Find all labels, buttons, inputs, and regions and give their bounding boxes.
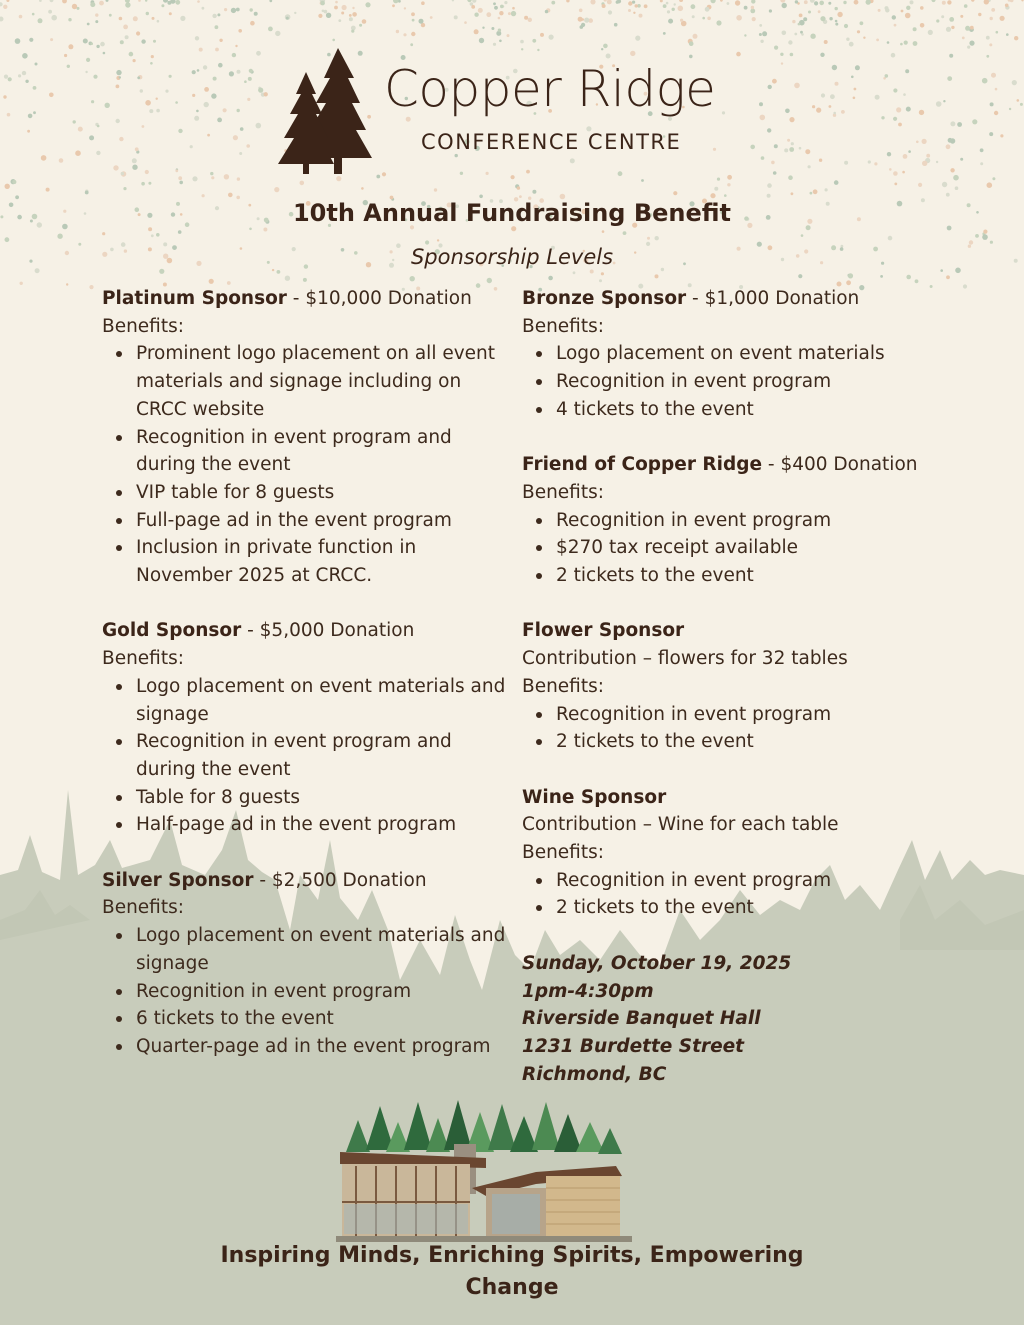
benefit-item: Half-page ad in the event program bbox=[136, 811, 514, 839]
benefits-label: Benefits: bbox=[522, 481, 604, 503]
level-amount: - $1,000 Donation bbox=[686, 288, 860, 309]
brand-name: Copper Ridge bbox=[384, 60, 716, 118]
level-amount: - $400 Donation bbox=[762, 454, 918, 476]
sponsor-level-wine bbox=[522, 784, 952, 923]
sponsor-level-flower bbox=[522, 617, 952, 756]
brand-subtitle: CONFERENCE CENTRE bbox=[421, 130, 682, 154]
benefit-item: Prominent logo placement on all event materials and signage including on CRCC website bbox=[136, 340, 514, 423]
benefit-item: Logo placement on event materials bbox=[556, 340, 952, 368]
benefits-list bbox=[102, 922, 514, 1061]
benefit-item: Logo placement on event materials and signage bbox=[136, 673, 514, 728]
benefit-item: $270 tax receipt available bbox=[556, 534, 952, 562]
benefits-list bbox=[102, 340, 514, 589]
level-name: Platinum Sponsor bbox=[102, 288, 287, 309]
benefit-item: Recognition in event program and during the event bbox=[136, 424, 514, 479]
event-subtitle: Sponsorship Levels bbox=[410, 245, 614, 269]
sponsor-level-friend bbox=[522, 451, 952, 590]
benefits-list bbox=[522, 507, 952, 590]
event-title: 10th Annual Fundraising Benefit bbox=[292, 199, 732, 227]
level-name: Gold Sponsor bbox=[102, 620, 242, 642]
sponsor-level-silver bbox=[102, 867, 514, 1061]
event-time: 1pm-4:30pm bbox=[522, 980, 654, 1002]
tagline: Inspiring Minds, Enriching Spirits, Empowering Change bbox=[220, 1243, 804, 1300]
sponsorship-column-right bbox=[522, 285, 952, 1088]
benefit-item: Inclusion in private function in November 2025 at CRCC. bbox=[136, 534, 514, 589]
level-name: Silver Sponsor bbox=[102, 869, 254, 891]
event-details bbox=[522, 950, 952, 1089]
benefit-item: Recognition in event program bbox=[556, 368, 952, 396]
benefit-item: Logo placement on event materials and signage bbox=[136, 922, 514, 977]
level-name: Bronze Sponsor bbox=[522, 288, 687, 309]
benefits-label: Benefits: bbox=[522, 675, 604, 697]
sponsor-level-platinum bbox=[102, 285, 514, 590]
benefits-label: Benefits: bbox=[522, 315, 604, 337]
benefit-item: Recognition in event program bbox=[136, 978, 514, 1006]
benefit-item: 4 tickets to the event bbox=[556, 396, 952, 424]
level-amount: - $10,000 Donation bbox=[286, 288, 472, 309]
benefit-item: Table for 8 guests bbox=[136, 784, 514, 812]
benefit-item: Quarter-page ad in the event program bbox=[136, 1033, 514, 1061]
level-amount: - $5,000 Donation bbox=[241, 620, 415, 642]
benefits-list bbox=[522, 701, 952, 756]
sponsor-level-bronze bbox=[522, 285, 952, 424]
benefit-item: Recognition in event program bbox=[556, 701, 952, 729]
benefits-label: Benefits: bbox=[102, 897, 184, 919]
contribution-text: Contribution – flowers for 32 tables bbox=[522, 648, 848, 670]
sponsor-level-gold bbox=[102, 617, 514, 839]
sponsorship-column-left bbox=[102, 285, 514, 1088]
benefit-item: Full-page ad in the event program bbox=[136, 507, 514, 535]
contribution-text: Contribution – Wine for each table bbox=[522, 814, 839, 836]
level-name: Flower Sponsor bbox=[522, 620, 685, 642]
benefits-list bbox=[522, 340, 952, 423]
pine-trees-icon bbox=[276, 48, 372, 176]
benefit-item: 6 tickets to the event bbox=[136, 1005, 514, 1033]
benefit-item: Recognition in event program and during the event bbox=[136, 728, 514, 783]
benefits-label: Benefits: bbox=[102, 315, 184, 337]
level-name: Friend of Copper Ridge bbox=[522, 454, 763, 476]
benefits-label: Benefits: bbox=[522, 842, 604, 864]
event-venue: Riverside Banquet Hall bbox=[522, 1008, 761, 1030]
benefit-item: 2 tickets to the event bbox=[556, 728, 952, 756]
event-city: Richmond, BC bbox=[522, 1063, 667, 1085]
benefit-item: VIP table for 8 guests bbox=[136, 479, 514, 507]
benefits-list bbox=[522, 867, 952, 922]
benefit-item: 2 tickets to the event bbox=[556, 562, 952, 590]
brand-header bbox=[0, 40, 1024, 190]
benefits-label: Benefits: bbox=[102, 648, 184, 670]
event-date: Sunday, October 19, 2025 bbox=[522, 952, 792, 974]
conference-centre-building-icon bbox=[336, 1092, 632, 1242]
benefit-item: 2 tickets to the event bbox=[556, 894, 952, 922]
benefits-list bbox=[102, 673, 514, 839]
benefit-item: Recognition in event program bbox=[556, 867, 952, 895]
benefit-item: Recognition in event program bbox=[556, 507, 952, 535]
level-amount: - $2,500 Donation bbox=[253, 869, 427, 891]
event-street: 1231 Burdette Street bbox=[522, 1035, 745, 1057]
level-name: Wine Sponsor bbox=[522, 786, 667, 808]
